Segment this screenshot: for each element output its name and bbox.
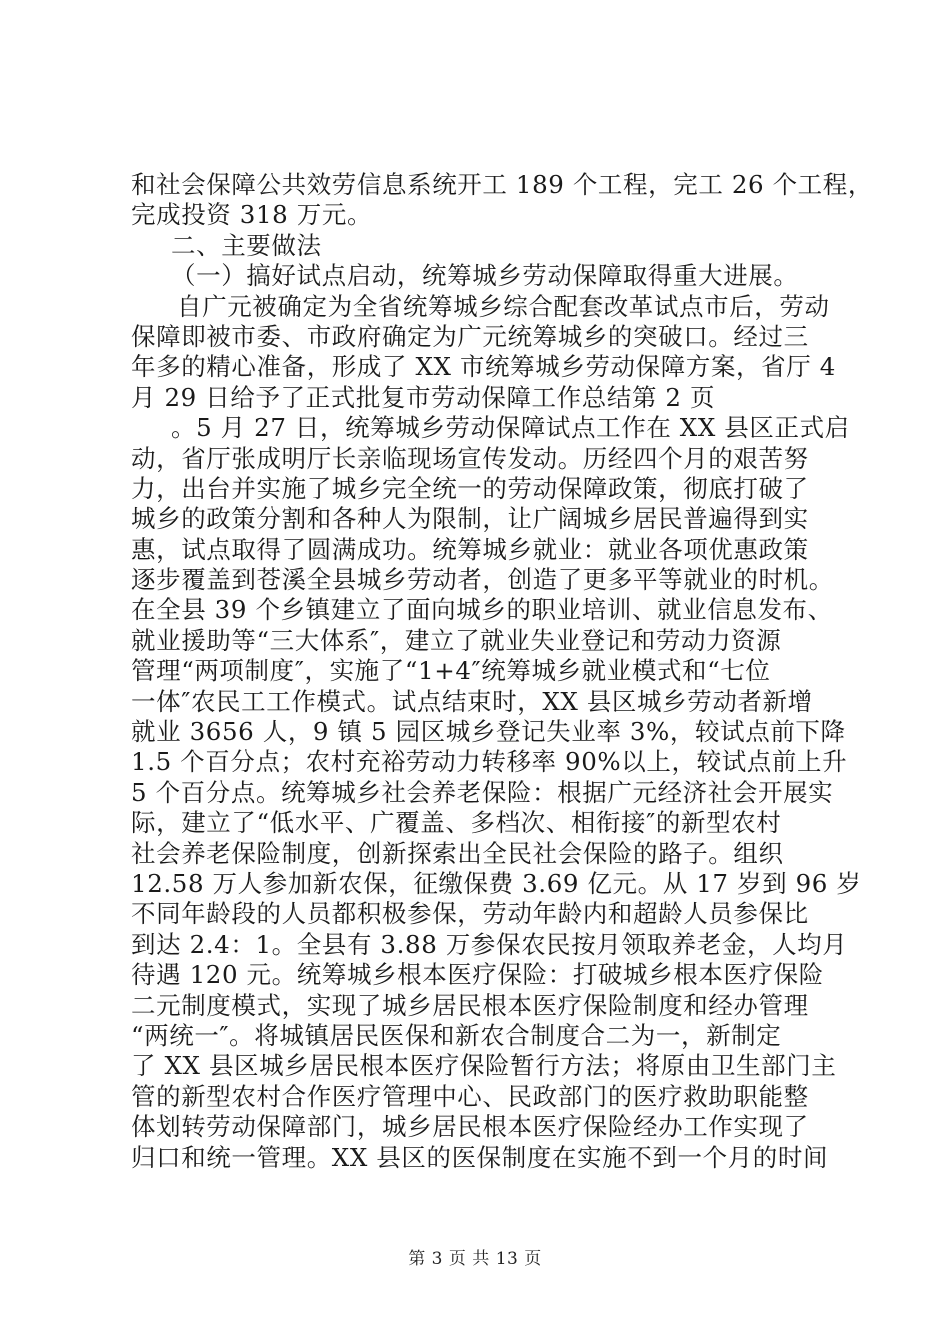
text-line: 二元制度模式，实现了城乡居民根本医疗保险制度和经办管理: [131, 990, 809, 1020]
text-line: 归口和统一管理。XX 县区的医保制度在实施不到一个月的时间: [131, 1142, 829, 1172]
text-line: 城乡的政策分割和各种人为限制，让广阔城乡居民普遍得到实: [131, 504, 809, 534]
text-line: 了 XX 县区城乡居民根本医疗保险暂行方法；将原由卫生部门主: [131, 1051, 837, 1081]
section-heading: 二、主要做法: [171, 230, 322, 260]
text-line: 际，建立了“低水平、广覆盖、多档次、相衔接″的新型农村: [131, 808, 782, 838]
page-footer: [0, 1244, 950, 1269]
text-line: 管的新型农村合作医疗管理中心、民政部门的医疗救助职能整: [131, 1081, 809, 1111]
text-line: 月 29 日给予了正式批复市劳动保障工作总结第 2 页: [131, 382, 716, 412]
text-line: 年多的精心准备，形成了 XX 市统筹城乡劳动保障方案，省厅 4: [131, 352, 836, 382]
text-line: 一体″农民工工作模式。试点结束时，XX 县区城乡劳动者新增: [131, 686, 813, 716]
text-line: 社会养老保险制度，创新探索出全民社会保险的路子。组织: [131, 838, 784, 868]
subsection-heading: （一）搞好试点启动，统筹城乡劳动保障取得重大进展。: [171, 261, 799, 291]
text-line: 力，出台并实施了城乡完全统一的劳动保障政策，彻底打破了: [131, 473, 809, 503]
text-line: 就业援助等“三大体系″，建立了就业失业登记和劳动力资源: [131, 625, 782, 655]
text-line: 和社会保障公共效劳信息系统开工 189 个工程，完工 26 个工程，: [131, 170, 873, 199]
text-line: 逐步覆盖到苍溪全县城乡劳动者，创造了更多平等就业的时机。: [131, 565, 834, 595]
text-line: 5 个百分点。统筹城乡社会养老保险：根据广元经济社会开展实: [131, 777, 834, 807]
text-line: 1.5 个百分点；农村充裕劳动力转移率 90%以上，较试点前上升: [131, 747, 848, 777]
text-line: 管理“两项制度″，实施了“1+4″统筹城乡就业模式和“七位: [131, 656, 771, 686]
text-line: 到达 2.4：1。全县有 3.88 万参保农民按月领取养老金，人均月: [131, 929, 848, 959]
document-body: [131, 170, 873, 1173]
text-line: “两统一″。将城镇居民医保和新农合制度合二为一，新制定: [131, 1020, 782, 1050]
text-line: 保障即被市委、市政府确定为广元统筹城乡的突破口。经过三: [131, 321, 809, 351]
text-line: 在全县 39 个乡镇建立了面向城乡的职业培训、就业信息发布、: [131, 595, 833, 625]
text-line: 惠，试点取得了圆满成功。统筹城乡就业：就业各项优惠政策: [131, 534, 809, 564]
text-line: 体划转劳动保障部门，城乡居民根本医疗保险经办工作实现了: [131, 1112, 809, 1142]
text-line: 完成投资 318 万元。: [131, 200, 373, 230]
text-line: 就业 3656 人，9 镇 5 园区城乡登记失业率 3%，较试点前下降: [131, 717, 846, 747]
page-number: 第 3 页 共 13 页: [408, 1249, 542, 1269]
text-line: 12.58 万人参加新农保，征缴保费 3.69 亿元。从 17 岁到 96 岁: [131, 868, 862, 898]
text-line: 待遇 120 元。统筹城乡根本医疗保险：打破城乡根本医疗保险: [131, 960, 824, 990]
text-line: 动，省厅张成明厅长亲临现场宣传发动。历经四个月的艰苦努: [131, 443, 809, 473]
paragraph-start: 。5 月 27 日，统筹城乡劳动保障试点工作在 XX 县区正式启: [171, 413, 850, 443]
paragraph-start: 自广元被确定为全省统筹城乡综合配套改革试点市后，劳动: [177, 291, 830, 321]
text-line: 不同年龄段的人员都积极参保，劳动年龄内和超龄人员参保比: [131, 899, 809, 929]
